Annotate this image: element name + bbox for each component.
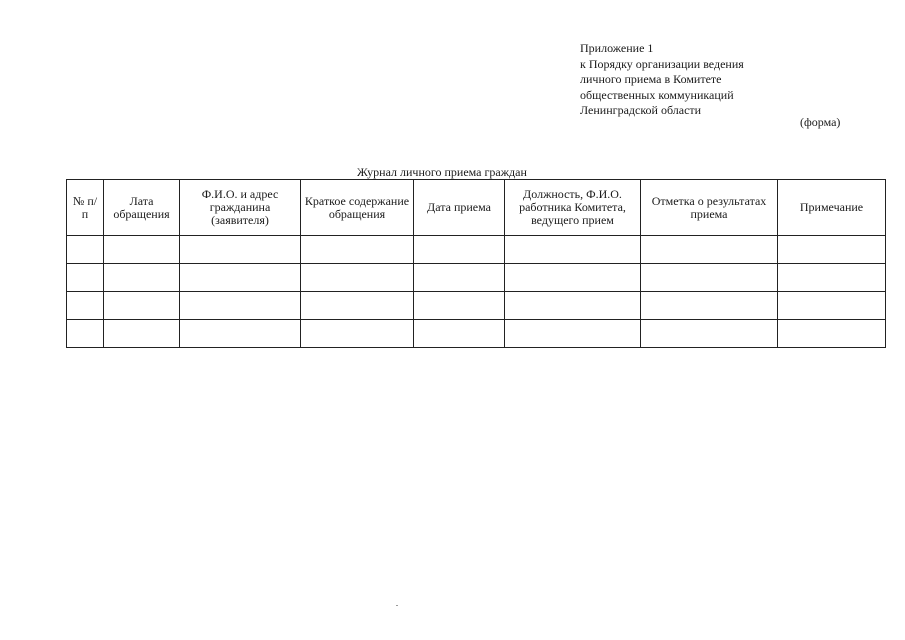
table-cell — [414, 320, 505, 348]
table-cell — [180, 264, 301, 292]
table-row — [67, 236, 886, 264]
column-header-reception-date: Дата приема — [414, 180, 505, 236]
table-cell — [180, 236, 301, 264]
column-header-number: № п/п — [67, 180, 104, 236]
appendix-line-4: общественных коммуникаций — [580, 87, 734, 102]
table-cell — [641, 236, 778, 264]
table-cell — [104, 236, 180, 264]
table-row — [67, 264, 886, 292]
journal-table-body — [67, 236, 886, 348]
table-cell — [67, 292, 104, 320]
journal-table — [66, 179, 886, 348]
table-cell — [641, 320, 778, 348]
table-cell — [67, 236, 104, 264]
table-cell — [778, 320, 886, 348]
table-cell — [301, 292, 414, 320]
appendix-header — [580, 41, 744, 119]
table-cell — [641, 292, 778, 320]
table-cell — [505, 320, 641, 348]
table-cell — [414, 292, 505, 320]
column-header-summary: Краткое содержание обращения — [301, 180, 414, 236]
table-cell — [505, 236, 641, 264]
table-row — [67, 292, 886, 320]
table-cell — [67, 264, 104, 292]
table-row — [67, 320, 886, 348]
table-cell — [778, 236, 886, 264]
table-cell — [301, 264, 414, 292]
appendix-line-5: Ленинградской области — [580, 103, 702, 117]
table-cell — [180, 292, 301, 320]
column-header-date-of-request: Лата обращения — [104, 180, 180, 236]
appendix-line-3: личного приема в Комитете — [580, 72, 722, 86]
table-cell — [414, 264, 505, 292]
table-cell — [414, 236, 505, 264]
table-cell — [778, 264, 886, 292]
table-cell — [778, 292, 886, 320]
table-cell — [505, 292, 641, 320]
column-header-result: Отметка о результатах приема — [641, 180, 778, 236]
table-cell — [505, 264, 641, 292]
journal-title: Журнал личного приема граждан — [357, 165, 527, 179]
form-mark: (форма) — [800, 115, 841, 129]
table-cell — [104, 264, 180, 292]
table-cell — [67, 320, 104, 348]
column-header-official: Должность, Ф.И.О. работника Комитета, ведущего прием — [505, 180, 641, 236]
table-header-row — [67, 180, 886, 236]
table-cell — [180, 320, 301, 348]
table-cell — [301, 236, 414, 264]
column-header-name-address: Ф.И.О. и адрес гражданина (заявителя) — [180, 180, 301, 236]
table-cell — [301, 320, 414, 348]
appendix-line-1: Приложение 1 — [580, 41, 654, 55]
appendix-line-2: к Порядку организации ведения — [580, 56, 744, 71]
column-header-note: Примечание — [778, 180, 886, 236]
table-cell — [104, 320, 180, 348]
scan-speck — [396, 605, 398, 606]
table-cell — [104, 292, 180, 320]
table-cell — [641, 264, 778, 292]
